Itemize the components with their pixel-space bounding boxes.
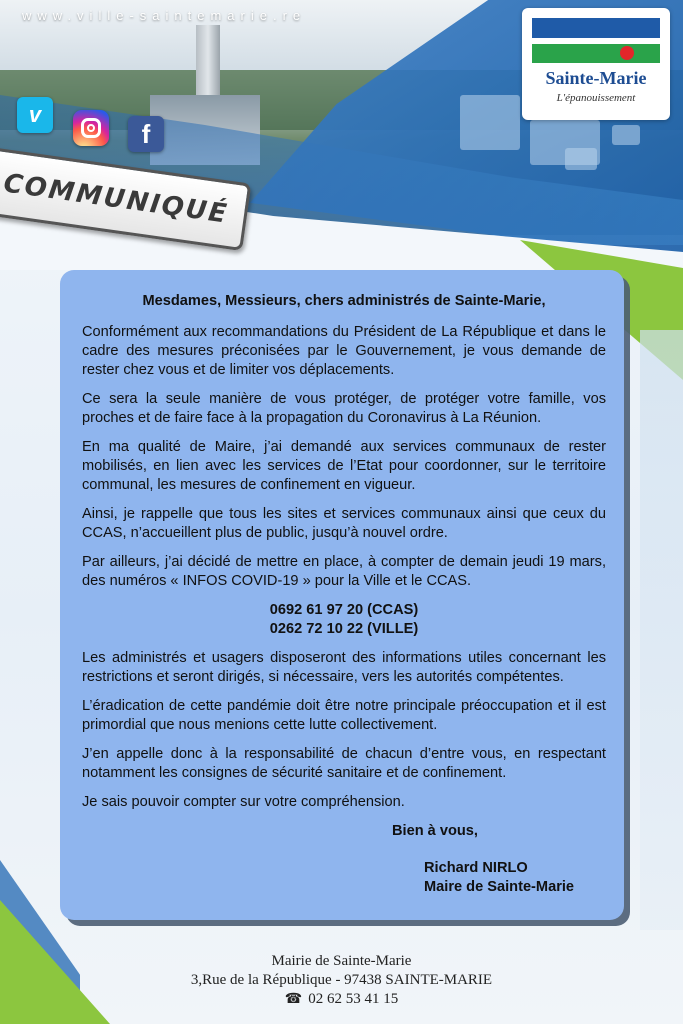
decor-square: [612, 125, 640, 145]
footer-phone-line: [0, 990, 683, 1009]
phone-ville[interactable]: 0262 72 10 22 (VILLE): [269, 621, 419, 637]
paragraph: Ce sera la seule manière de vous protéger, de protéger votre famille, vos proches et de faire face à la propagation du Coronavirus à La Réunion.: [82, 391, 606, 426]
chimney-tower: [196, 25, 220, 100]
sainte-marie-logo: [522, 8, 670, 120]
communique-label: COMMUNIQUÉ: [1, 168, 231, 230]
paragraph: En ma qualité de Maire, j’ai demandé aux services communaux de rester mobilisés, en lien avec les services de l’Etat pour coordonner, sur le territoire communal, les mesures de confinement en vigueur.: [82, 439, 606, 493]
signature-title: Maire de Sainte-Marie: [424, 879, 575, 895]
facebook-glyph: f: [141, 118, 151, 149]
paragraph: Conformément aux recommandations du Président de La République et dans le cadre des mesures préconisées par le Gouvernement, je vous demande de rester chez vous et de limiter vos déplacements.: [82, 324, 606, 378]
right-stripe: [640, 330, 683, 930]
instagram-icon[interactable]: [73, 110, 109, 146]
closing: Bien à vous,: [392, 823, 478, 839]
logo-name: Sainte-Marie: [545, 68, 647, 88]
salutation: Mesdames, Messieurs, chers administrés de Sainte-Marie,: [142, 293, 546, 309]
vimeo-glyph: v: [28, 102, 42, 127]
letter-panel: [60, 270, 624, 920]
paragraph: J’en appelle donc à la responsabilité de chacun d’entre vous, en respectant notamment les consignes de sécurité sanitaire et de confinement.: [82, 746, 606, 781]
footer-line-1: Mairie de Sainte-Marie: [271, 953, 412, 969]
vimeo-icon[interactable]: [17, 97, 53, 133]
facebook-icon[interactable]: [128, 116, 164, 152]
paragraph: Je sais pouvoir compter sur votre compréhension.: [82, 794, 405, 810]
telephone-icon: ☎: [284, 992, 303, 1007]
sun-icon: [620, 46, 634, 60]
paragraph: Par ailleurs, j’ai décidé de mettre en place, à compter de demain jeudi 19 mars, des numéros « INFOS COVID-19 » pour la Ville et le CCAS.: [82, 554, 606, 589]
footer-line-2: 3,Rue de la République - 97438 SAINTE-MARIE: [190, 972, 493, 988]
phone-numbers: [82, 601, 606, 639]
paragraph: Les administrés et usagers disposeront des informations utiles concernant les restrictions et seront dirigés, si nécessaire, vers les autorités compétentes.: [82, 650, 606, 685]
paragraph: L’éradication de cette pandémie doit être notre principale préoccupation et il est primordial que nous menions cette lutte collectivement.: [82, 698, 606, 733]
logo-tagline: L'épanouissement: [556, 92, 636, 104]
footer-phone[interactable]: 02 62 53 41 15: [308, 991, 399, 1007]
decor-square: [565, 148, 597, 170]
signature: [82, 859, 606, 897]
website-url[interactable]: www.ville-saintemarie.re: [22, 8, 307, 23]
signature-name: Richard NIRLO: [424, 860, 528, 876]
phone-ccas[interactable]: 0692 61 97 20 (CCAS): [269, 602, 419, 618]
logo-emblem: [532, 18, 660, 63]
decor-square: [460, 95, 520, 150]
paragraph: Ainsi, je rappelle que tous les sites et services communaux ainsi que ceux du CCAS, n’accueillent plus de public, jusqu’à nouvel ordre.: [82, 506, 606, 541]
footer: [0, 952, 683, 1009]
camera-ring: [81, 118, 101, 138]
